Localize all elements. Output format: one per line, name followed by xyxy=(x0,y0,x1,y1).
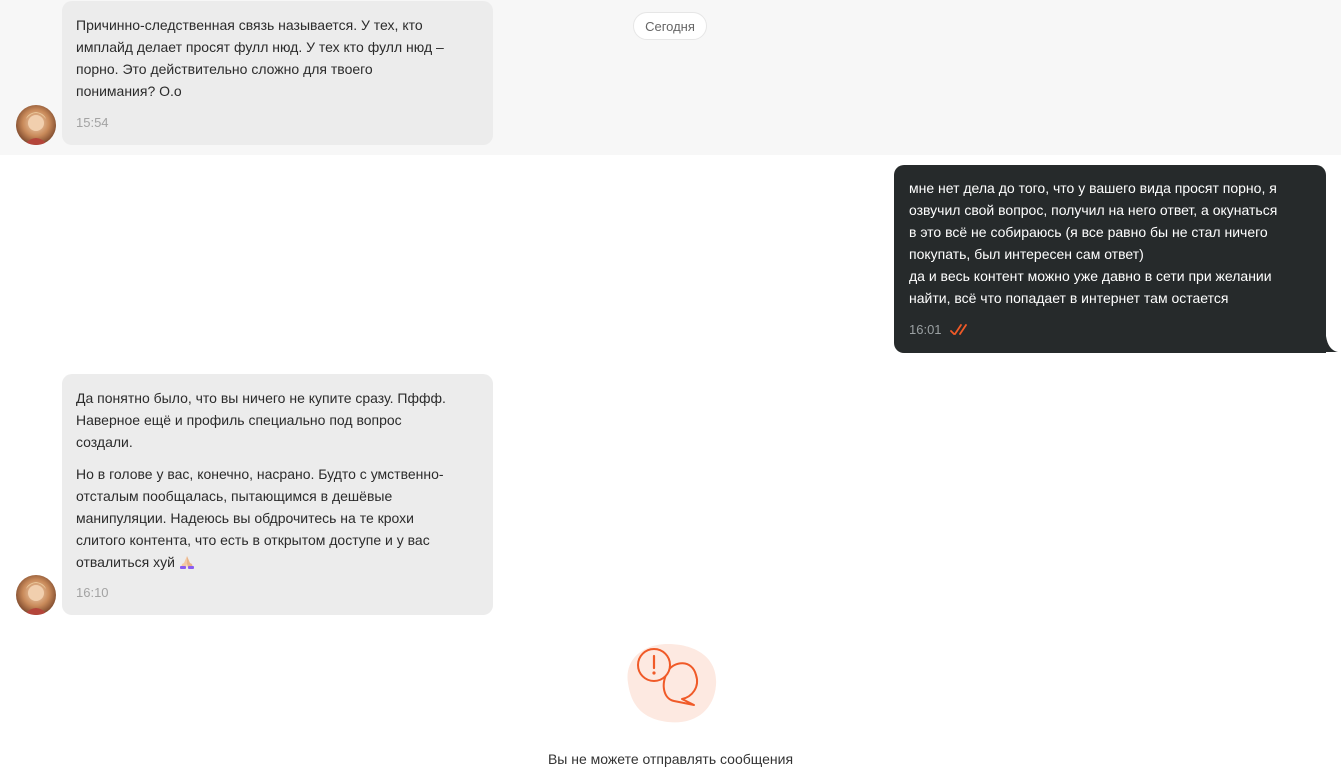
message-meta xyxy=(909,322,968,337)
avatar[interactable] xyxy=(16,105,56,145)
date-separator: Сегодня xyxy=(633,12,707,40)
chat-warning-icon xyxy=(622,641,718,725)
message-time: 16:10 xyxy=(76,585,109,600)
message-text: мне нет дела до того, что у вашего вида просят порно, я озвучил свой вопрос, получил на него ответ, а окунаться в это всё не собираюсь (я все равно бы не стал ничего покупать, был интересен сам ответ) да и весь контент можно уже давно в сети при желании найти, всё что попадает в интернет там остается xyxy=(909,180,1278,306)
avatar[interactable] xyxy=(16,575,56,615)
incoming-message xyxy=(62,1,493,145)
message-text-part: Но в голове у вас, конечно, насрано. Будто с умственно- отсталым пообщалась, пытающимся в дешёвые манипуляции. Надеюсь вы обдрочитесь на те крохи слитого контента, что есть в открытом доступе и у вас отвалиться хуй xyxy=(76,466,444,570)
message-time: 15:54 xyxy=(76,115,109,130)
message-time: 16:01 xyxy=(909,322,942,337)
message-text: Да понятно было, что вы ничего не купите сразу. Пффф. Наверное ещё и профиль специально под вопрос создали. xyxy=(76,390,446,450)
message-text-continued xyxy=(76,463,479,575)
bubble-tail xyxy=(1326,336,1338,352)
folded-hands-icon xyxy=(179,553,195,575)
read-receipt-icon xyxy=(950,324,968,336)
incoming-message xyxy=(62,374,493,615)
message-text: Причинно-следственная связь называется. У тех, кто имплайд делает просят фулл нюд. У тех кто фулл нюд – порно. Это действительно сложно для твоего понимания? О.о xyxy=(76,17,444,99)
blocked-message: Вы не можете отправлять сообщения xyxy=(547,751,794,767)
